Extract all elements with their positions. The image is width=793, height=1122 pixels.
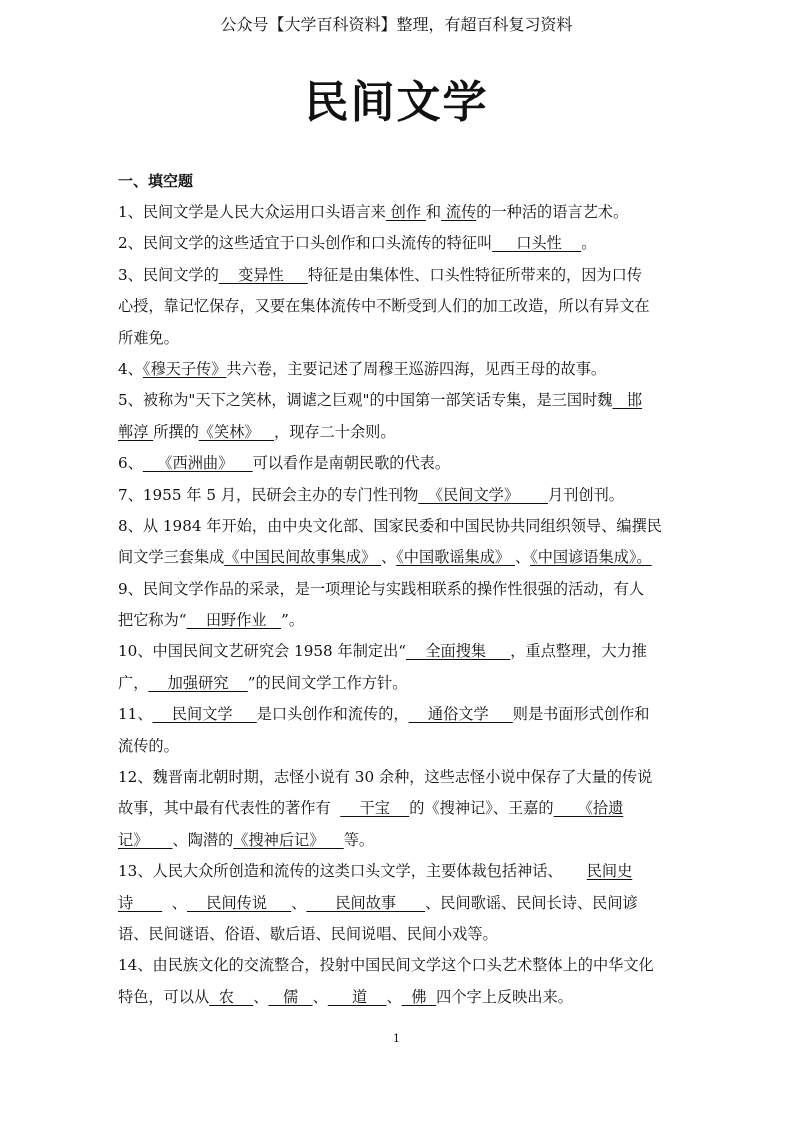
answer-blank: 《中国歌谣集成》 (396, 548, 515, 567)
text-line (118, 574, 678, 605)
answer-blank: 诗 (118, 893, 163, 912)
text-line (118, 542, 678, 573)
question-text: 、 (312, 987, 328, 1006)
answer-blank: 《拾遗 (553, 799, 624, 818)
question-text: 7、1955 年 5 月，民研会主办的专门性刊物 (118, 485, 419, 504)
question-text: 11、 (118, 705, 153, 724)
question-text: 间文学三套集成 (118, 548, 225, 567)
question-text: 可以看作是南朝民歌的代表。 (252, 454, 451, 473)
text-line (118, 919, 678, 950)
answer-blank: 田野作业 (186, 611, 282, 630)
answer-blank: 佛 (401, 987, 437, 1006)
question-text: 和 (425, 203, 442, 221)
answer-blank: 农 (209, 987, 254, 1006)
page-number: 1 (393, 1032, 400, 1045)
text-line (118, 448, 678, 479)
text-line (118, 793, 678, 824)
text-line (118, 354, 678, 385)
question-text: 12、魏晋南北朝时期，志怪小说有 30 余种，这些志怪小说中保存了大量的传说 (118, 768, 653, 787)
question-text: 则是书面形式创作和 (512, 705, 650, 724)
answer-blank: 干宝 (340, 799, 410, 818)
text-line (118, 197, 678, 228)
question-text: 、 (381, 548, 397, 567)
question-text: ，重点整理，大力推 (510, 642, 647, 661)
question-text: 9、民间文学作品的采录，是一项理论与实践相联系的操作性很强的活动，有人 (118, 579, 645, 598)
question-text: 共六卷，主要记述了周穆王巡游四海，见西王母的故事。 (226, 359, 607, 378)
question-text: 的《搜神记》、王嘉的 (409, 799, 554, 818)
answer-blank: 民间史 (586, 862, 633, 881)
answer-blank: 《民间文学》 (418, 485, 549, 504)
question-text: ，现存二十余则。 (274, 422, 396, 441)
section-heading: 一、填空题 (118, 172, 194, 190)
question-text: 。 (581, 234, 597, 253)
question-list (118, 197, 678, 1013)
question-text: 1、民间文学是人民大众运用口头语言来 (118, 203, 386, 221)
question-text: 流传的。 (118, 736, 179, 755)
question-text: 四个字上反映出来。 (436, 987, 573, 1006)
question-text: 、 (386, 987, 402, 1006)
question-text: 8、从 1984 年开始，由中央文化部、国家民委和中国民协共同组织领导、编撰民 (118, 516, 662, 535)
text-line (118, 762, 678, 793)
question-text: 特征是由集体性、口头性特征所带来的，因为口传 (307, 265, 642, 284)
question-text: 13、人民大众所创造和流传的这类口头文学，主要体裁包括神话、 (118, 862, 587, 881)
answer-blank: 郸淳 (118, 422, 154, 441)
page-header: 公众号【大学百科资料】整理，有超百科复习资料 (220, 15, 573, 34)
question-text: 、民间歌谣、民间长诗、民间谚 (425, 893, 638, 912)
text-line (118, 856, 678, 887)
question-text: 所难免。 (118, 328, 179, 347)
answer-blank: 《中国谚语集成》。 (530, 548, 652, 567)
text-line (118, 291, 678, 322)
answer-blank: 民间文学 (152, 705, 257, 724)
answer-blank: 创作 (385, 203, 426, 221)
question-text: 把它称为“ (118, 611, 187, 630)
document-title: 民间文学 (304, 77, 489, 128)
question-text: 5、被称为"天下之笑林，调谑之巨观"的中国第一部笑话专集，是三国时魏 (118, 391, 613, 410)
text-line (118, 228, 678, 259)
text-line (118, 825, 678, 856)
question-text: ”。 (281, 611, 305, 630)
answer-blank: 道 (327, 987, 387, 1006)
question-text: 4、 (118, 359, 143, 378)
question-text: 特色，可以从 (118, 987, 210, 1006)
question-text: 广， (118, 673, 149, 692)
text-line (118, 950, 678, 981)
text-line (118, 260, 678, 291)
question-text: 14、由民族文化的交流整合，投射中国民间文学这个口头艺术整体上的中华文化 (118, 956, 654, 975)
question-text: 心授，靠记忆保存，又要在集体流传中不断受到人们的加工改造，所以有异文在 (118, 297, 650, 316)
question-text: 、 (253, 987, 269, 1006)
question-text: 所撰的 (153, 422, 199, 441)
answer-blank: 儒 (268, 987, 313, 1006)
answer-blank: 变异性 (218, 265, 308, 284)
question-text: 、 (291, 893, 307, 912)
question-text: 、 (514, 548, 531, 567)
question-text: 等。 (343, 830, 375, 849)
answer-blank: 记》 (118, 830, 173, 849)
question-text: 3、民间文学的 (118, 265, 219, 284)
answer-blank: 《笑林》 (198, 422, 274, 441)
question-text: 故事，其中最有代表性的著作有 (118, 799, 341, 818)
question-text: 是口头创作和流传的， (256, 705, 409, 724)
text-line (118, 982, 678, 1013)
answer-blank: 《穆天子传》 (142, 359, 227, 378)
question-text: 语、民间谜语、俗语、歇后语、民间说唱、民间小戏等。 (118, 924, 498, 943)
answer-blank: 全面搜集 (406, 642, 511, 661)
question-text: 6、 (118, 454, 143, 473)
text-line (118, 511, 678, 542)
question-text: 2、民间文学的这些适宜于口头创作和口头流传的特征叫 (118, 234, 493, 253)
question-text: 的一种活的语言艺术。 (476, 203, 629, 221)
text-line (118, 668, 678, 699)
text-line (118, 417, 678, 448)
question-text: ”的民间文学工作方针。 (247, 673, 408, 692)
answer-blank: 《西洲曲》 (142, 454, 253, 473)
question-text: 月刊创刊。 (548, 485, 624, 504)
text-line (118, 731, 678, 762)
text-line (118, 888, 678, 919)
text-line (118, 605, 678, 636)
question-text: 10、中国民间文艺研究会 1958 年制定出“ (118, 642, 407, 661)
answer-blank: 通俗文学 (408, 705, 513, 724)
text-line (118, 480, 678, 511)
answer-blank: 民间故事 (306, 893, 426, 912)
answer-blank: 《搜神后记》 (233, 830, 344, 849)
answer-blank: 邯 (612, 391, 643, 410)
answer-blank: 《中国民间故事集成》 (224, 548, 382, 567)
text-line (118, 636, 678, 667)
question-text: 、 (162, 893, 187, 912)
text-line (118, 699, 678, 730)
question-text: 、陶潜的 (172, 830, 234, 849)
answer-blank: 加强研究 (148, 673, 248, 692)
answer-blank: 民间传说 (187, 893, 292, 912)
answer-blank: 口头性 (492, 234, 582, 253)
text-line (118, 323, 678, 354)
text-line (118, 385, 678, 416)
answer-blank: 流传 (441, 203, 477, 221)
